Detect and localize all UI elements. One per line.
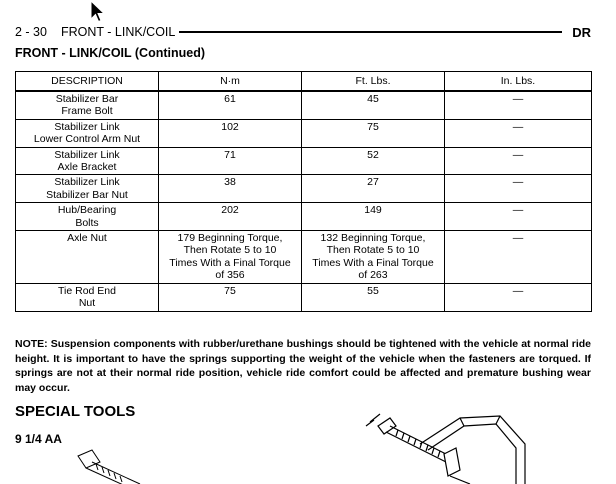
ft-lbs-cell	[302, 91, 445, 119]
note-label: NOTE:	[15, 338, 48, 350]
ft-lbs-cell	[302, 283, 445, 311]
table-subtitle: FRONT - LINK/COIL (Continued)	[15, 46, 206, 60]
cell-line: Stabilizer Link	[54, 120, 120, 133]
cell-line: 52	[367, 148, 379, 161]
cell-line: 75	[224, 284, 236, 297]
nm-cell	[159, 147, 302, 175]
cell-line: Stabilizer Link	[54, 176, 120, 189]
cell-line: 27	[367, 176, 379, 189]
in-lbs-cell: —	[445, 203, 592, 231]
table-row	[16, 175, 592, 203]
nm-cell	[159, 175, 302, 203]
cell-line: Frame Bolt	[61, 105, 113, 118]
nm-cell	[159, 231, 302, 284]
section-title: FRONT - LINK/COIL	[60, 25, 176, 39]
cell-line: Then Rotate 5 to 10	[183, 244, 277, 257]
nm-cell	[159, 119, 302, 147]
cell-line: 61	[224, 93, 236, 105]
cell-line: Axle Nut	[67, 232, 107, 245]
cell-line: Nut	[78, 297, 96, 310]
in-lbs-cell: —	[445, 283, 592, 311]
cell-line: 75	[367, 120, 379, 133]
ft-lbs-cell	[302, 119, 445, 147]
in-lbs-cell: —	[445, 91, 592, 119]
description-cell	[16, 231, 159, 284]
table-header-row	[16, 72, 592, 92]
cell-line: 38	[224, 176, 236, 189]
in-lbs-cell: —	[445, 119, 592, 147]
cell-line: of 356	[215, 269, 245, 282]
header-rule	[179, 31, 562, 33]
nm-cell	[159, 91, 302, 119]
cell-line: Stabilizer Bar Nut	[46, 188, 128, 201]
model-code: DR	[572, 24, 591, 40]
table-row	[16, 147, 592, 175]
description-cell	[16, 203, 159, 231]
cell-line: 202	[221, 204, 239, 217]
tool-number: 9 1/4 AA	[15, 432, 62, 446]
cell-line: Tie Rod End	[58, 284, 116, 297]
page-number: 2 - 30	[15, 25, 47, 39]
in-lbs-cell: —	[445, 231, 592, 284]
c-clamp-press-tool-icon	[360, 404, 540, 484]
cell-line: Times With a Final Torque	[312, 256, 434, 269]
cell-line: 179 Beginning Torque,	[177, 232, 283, 245]
in-lbs-cell: —	[445, 175, 592, 203]
in-lbs-cell: —	[445, 147, 592, 175]
ft-lbs-cell	[302, 203, 445, 231]
ft-lbs-cell	[302, 175, 445, 203]
table-row	[16, 91, 592, 119]
description-cell	[16, 147, 159, 175]
cell-line: 45	[367, 93, 379, 105]
cell-line: Hub/Bearing	[57, 204, 117, 217]
column-header: In. Lbs.	[445, 72, 592, 92]
description-cell	[16, 91, 159, 119]
torque-spec-table	[15, 71, 592, 312]
special-tools-heading: SPECIAL TOOLS	[15, 403, 136, 420]
mouse-pointer-icon	[90, 0, 106, 24]
cell-line: of 263	[358, 269, 388, 282]
cell-line: 102	[221, 120, 239, 133]
cell-line: Then Rotate 5 to 10	[326, 244, 420, 257]
cell-line: Lower Control Arm Nut	[33, 133, 141, 146]
cell-line: Axle Bracket	[57, 161, 117, 174]
description-cell	[16, 119, 159, 147]
cell-line: 149	[364, 204, 382, 217]
nm-cell	[159, 283, 302, 311]
cell-line: 132 Beginning Torque,	[320, 232, 426, 245]
note-text: Suspension components with rubber/urethane bushings should be tightened with the vehicle at normal ride height. It is important to have the springs supporting the weight of the vehicle when the fasteners are torqued. If springs are not at their normal ride position, vehicle ride comfort could be affected and premature bushing wear may occur.	[15, 338, 592, 394]
page-header	[15, 22, 591, 42]
column-header: DESCRIPTION	[16, 72, 159, 92]
description-cell	[16, 283, 159, 311]
cell-line: 55	[367, 284, 379, 297]
table-row	[16, 119, 592, 147]
cell-line: Times With a Final Torque	[169, 256, 291, 269]
cell-line: Bolts	[75, 216, 99, 229]
cell-line: Stabilizer Link	[54, 148, 120, 161]
column-header: N·m	[159, 72, 302, 92]
ft-lbs-cell	[302, 231, 445, 284]
table-row	[16, 283, 592, 311]
description-cell	[16, 175, 159, 203]
column-header: Ft. Lbs.	[302, 72, 445, 92]
threaded-bolt-tool-icon	[70, 448, 190, 484]
ft-lbs-cell	[302, 147, 445, 175]
table-row	[16, 203, 592, 231]
table-row	[16, 231, 592, 284]
nm-cell	[159, 203, 302, 231]
cell-line: Stabilizer Bar	[55, 93, 119, 105]
note-paragraph	[15, 337, 591, 395]
cell-line: 71	[224, 148, 236, 161]
